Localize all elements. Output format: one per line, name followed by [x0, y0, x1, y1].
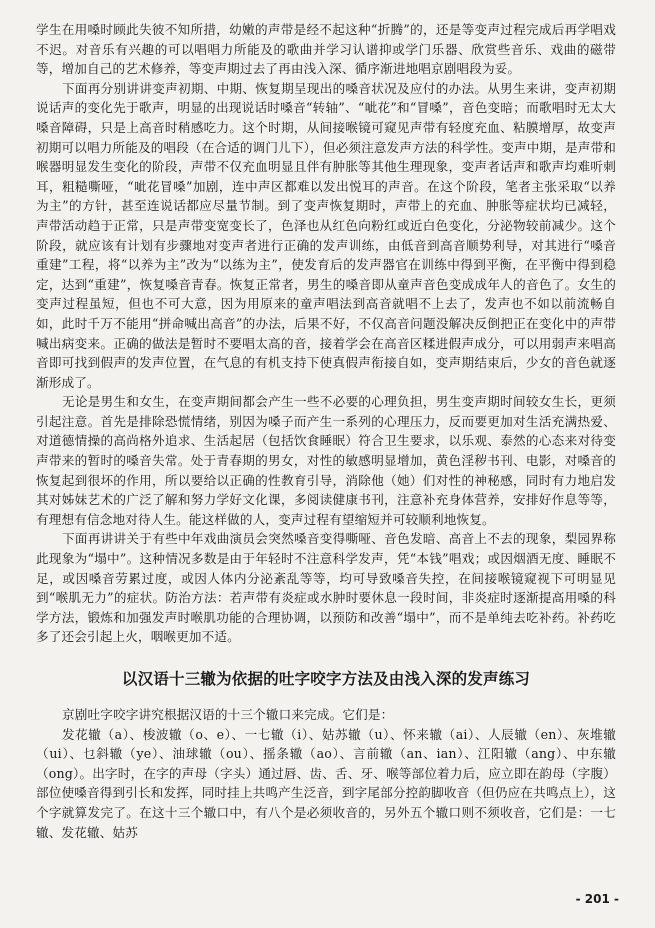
body-paragraph-4: 下面再讲讲关于有些中年戏曲演员会突然嗓音变得嘶哑、音色发暗、高音上不去的现象，梨园界称此现象为“塌中”。这种情况多数是由于年轻时不注意科学发声，凭“本钱”唱戏；或因烟酒无度、睡眠不足，或因嗓音劳累过度，或因人体内分泌紊乱等等，均可导致嗓音失控，在间接喉镜窥视下可明显见到“喉肌无力”的症状。防治方法：若声带有炎症或水肿时要休息一段时间，非炎症时逐渐提高用嗓的科学方法，锻炼和加强发声时喉肌功能的合理协调，以预防和改善“塌中”，而不是单纯去吃补药。补药吃多了还会引起上火，咽喉更加不适。 [36, 531, 616, 645]
page-number: - 201 - [575, 892, 619, 906]
section-heading: 以汉语十三辙为依据的吐字咬字方法及由浅入深的发声练习 [121, 670, 531, 688]
body-paragraph-1: 学生在用嗓时顾此失彼不知所措，幼嫩的声带是经不起这种“折腾”的，还是等变声过程完成后再学唱戏不迟。对音乐有兴趣的可以唱唱力所能及的歌曲并学习认谱抑或学门乐器、欣赏些音乐、戏曲的磁带等，增加自己的艺术修养，等变声期过去了再由浅入深、循序渐进地唱京剧唱段为妥。 [36, 22, 616, 77]
body-paragraph-3: 无论是男生和女生，在变声期间都会产生一些不必要的心理负担，男生变声期时间较女生长，更须引起注意。首先是排除恐慌情绪，别因为嗓子而产生一系列的心理压力，反而要更加对生活充满热爱、对道德情操的高尚格外追求、生活起居（包括饮食睡眠）符合卫生要求，以乐观、泰然的心态来对待变声带来的暂时的嗓音失常。处于青春期的男女，对性的敏感明显增加，黄色淫秽书刊、电影，对嗓音的恢复起到很坏的作用，所以要给以正确的性教育引导，消除他（她）们对性的神秘感，同时有力地启发其对姊妹艺术的广泛了解和努力学好文化课，多阅读健康书刊，注意补充身体营养，安排好作息等等，有理想有信念地对待人生。能这样做的人，变声过程有望缩短并可较顺利地恢复。 [36, 394, 616, 527]
body-paragraph-2: 下面再分别讲讲变声初期、中期、恢复期呈现出的嗓音状况及应付的办法。从男生来讲，变声初期说话声的变化先于歌声，明显的出现说话时嗓音“转轴”、“呲花”和“冒嗓”，音色变暗；而歌唱时无太大嗓音障碍，只是上高音时稍感吃力。这个时期，从间接喉镜可窥见声带有轻度充血、粘膜增厚，故变声初期可以唱力所能及的唱段（在合适的调门儿下），但必须注意发声方法的科学性。变声中期，是声带和喉器明显发生变化的阶段，声带不仅充血明显且伴有肿胀等其他生理现象，变声者话声和歌声均难听刺耳，粗糙嘶哑，“呲花冒嗓”加剧，连中声区都难以发出悦耳的声音。在这个阶段，笔者主张采取“以养为主”的方针，甚至连说话都应尽量节制。到了变声恢复期时，声带上的充血、肿胀等症状均已减轻，声带活动趋于正常，只是声带变宽变长了，色泽也从红色向粉红或近白色变化，分泌物较前减少。这个阶段，就应该有计划有步骤地对变声者进行正确的发声训练，由低音到高音顺势利导，对其进行“嗓音重建”工程，将“以养为主”改为“以练为主”，使发育后的发声器官在训练中得到平衡，在平衡中得到稳定，达到“重建”，恢复嗓音青春。恢复正常者，男生的嗓音即从童声音色变成成年人的音色了。女生的变声过程虽短，但也不可大意，因为用原来的童声唱法到高音就唱不上去了，发声也不如以前流畅自如，此时千万不能用“拼命喊出高音”的办法，后果不好，不仅高音问题没解决反倒把正在变化中的声带喊出病变来。正确的做法是暂时不要唱太高的音，接着学会在高音区糅进假声成分，可以用弱声来唱高音即可找到假声的发声位置，在气息的有机支持下使真假声衔接自如，变声期结束后，少女的音色就逐渐形成了。 [36, 80, 616, 390]
body-paragraph-6: 发花辙（a）、梭波辙（o、e）、一七辙（i）、姑苏辙（u）、怀来辙（ai）、人辰辙（en）、灰堆辙（ui）、乜斜辙（ye）、油球辙（ou）、摇条辙（ao）、言前辙（an、ian）、江阳辙（ang）、中东辙（ong）。出字时，在字的声母（字头）通过唇、齿、舌、牙、喉等部位着力后，应立即在韵母（字腹）部位使嗓音得到引长和发挥，同时挂上共鸣产生泛音，到字尾部分控韵脚收音（但仍应在共鸣点上），这个字就算发完了。在这十三个辙口中，有八个是必须收音的，另外五个辙口则不须收音，它们是：一七辙、发花辙、姑苏 [36, 726, 616, 840]
body-paragraph-5: 京剧吐字咬字讲究根据汉语的十三个辙口来完成。它们是： [62, 707, 394, 722]
page-body [36, 20, 616, 842]
